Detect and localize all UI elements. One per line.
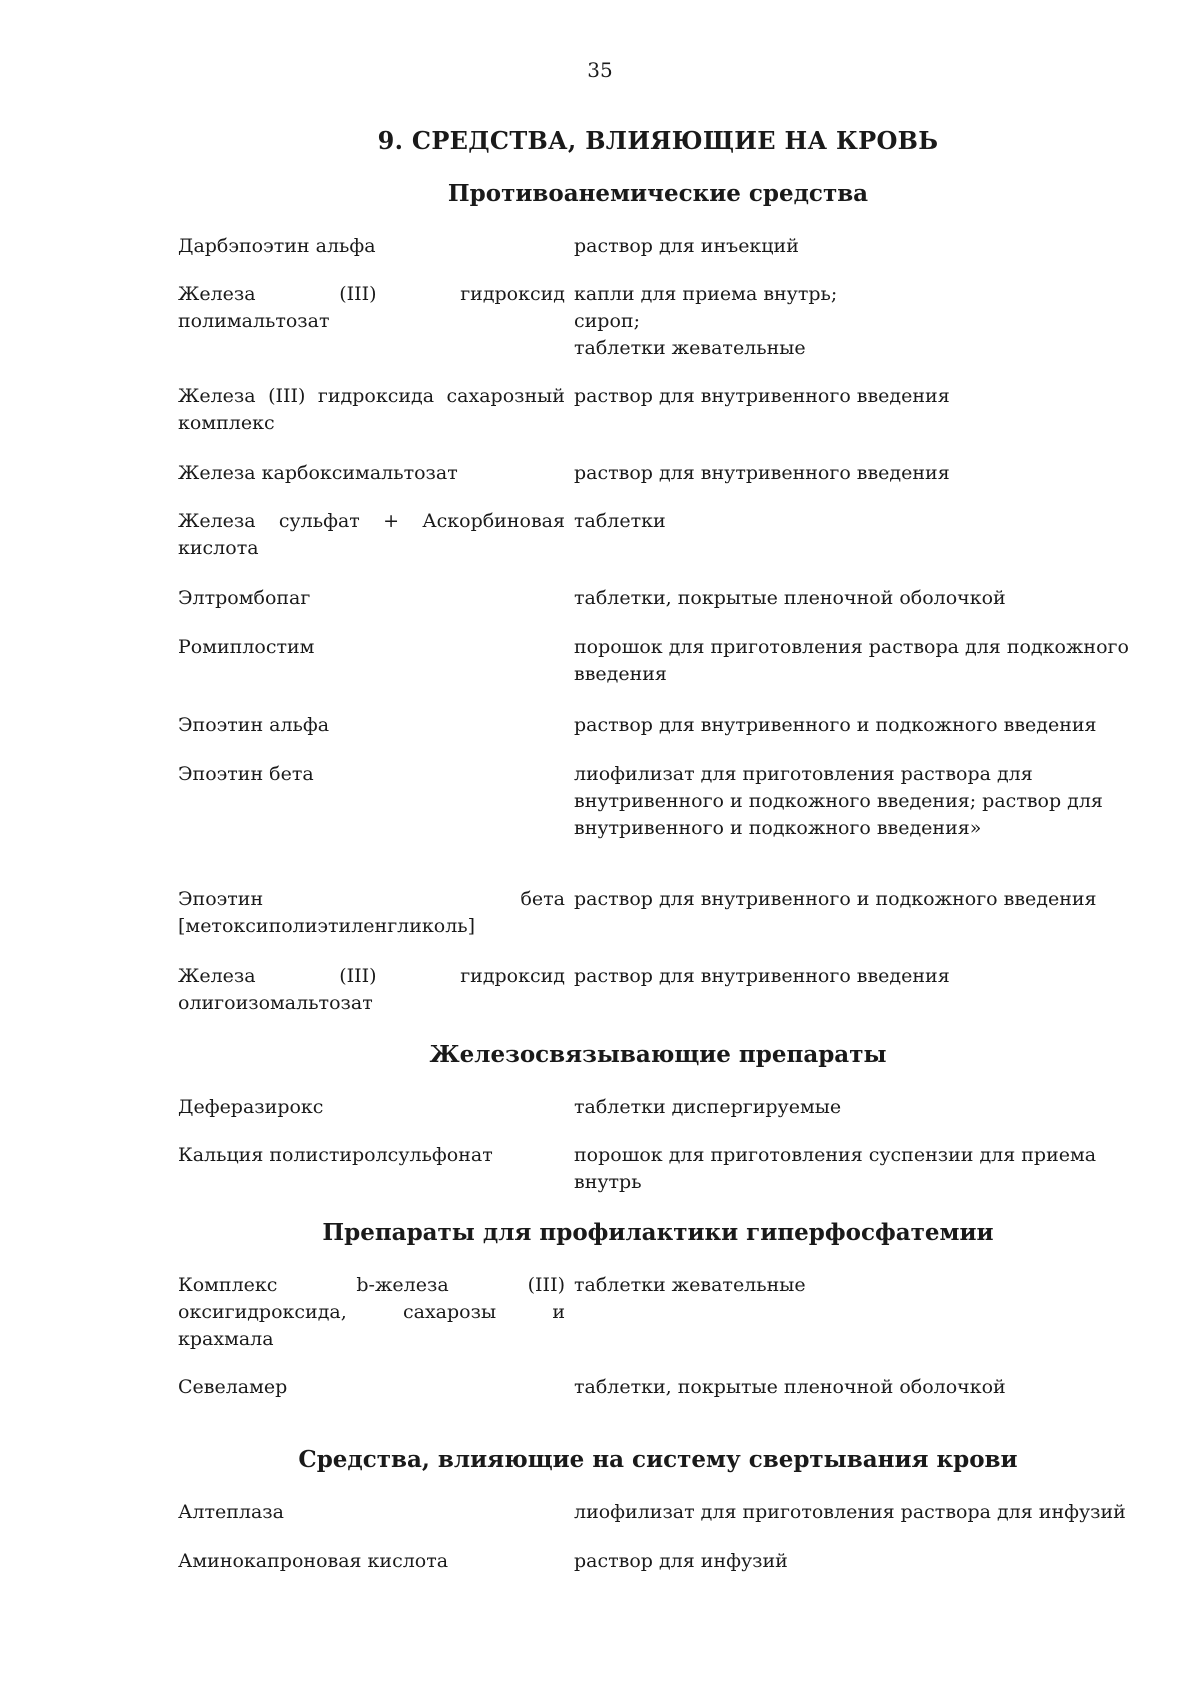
drug-name bbox=[178, 1272, 565, 1353]
name-word: сахарозный bbox=[446, 385, 565, 407]
section-heading: Средства, влияющие на систему свертывания крови bbox=[298, 1446, 1018, 1473]
name-word: и bbox=[552, 1301, 565, 1323]
form-line: внутривенного и подкожного введения» bbox=[574, 817, 982, 839]
form-line: раствор для инфузий bbox=[574, 1550, 788, 1572]
page-number: 35 bbox=[587, 58, 613, 82]
name-word: оксигидроксида, bbox=[178, 1301, 347, 1323]
drug-name: Дарбэпоэтин альфа bbox=[178, 235, 376, 257]
name-word: b-железа bbox=[356, 1274, 449, 1296]
drug-name: Железа карбоксимальтозат bbox=[178, 462, 458, 484]
drug-form bbox=[574, 886, 1144, 913]
form-line: раствор для внутривенного введения bbox=[574, 965, 950, 987]
drug-form bbox=[574, 1548, 1144, 1575]
form-line: раствор для внутривенного и подкожного введения bbox=[574, 888, 1097, 910]
name-word: гидроксида bbox=[317, 385, 435, 407]
name-word: (III) bbox=[268, 385, 306, 407]
section-heading: Железосвязывающие препараты bbox=[429, 1041, 887, 1068]
form-line: порошок для приготовления раствора для подкожного bbox=[574, 636, 1129, 658]
name-word: Эпоэтин bbox=[178, 888, 264, 910]
name-word: гидроксид bbox=[460, 283, 565, 305]
drug-form bbox=[574, 585, 1144, 612]
drug-name: Эпоэтин бета bbox=[178, 763, 314, 785]
section-heading: Препараты для профилактики гиперфосфатемии bbox=[322, 1219, 994, 1246]
name-continuation: комплекс bbox=[178, 412, 275, 434]
drug-form bbox=[574, 233, 1144, 260]
drug-name: Элтромбопаг bbox=[178, 587, 311, 609]
form-line: внутрь bbox=[574, 1171, 642, 1193]
name-word: Комплекс bbox=[178, 1274, 278, 1296]
drug-form bbox=[574, 1374, 1144, 1401]
name-word: Аскорбиновая bbox=[422, 510, 565, 532]
form-line: таблетки bbox=[574, 510, 666, 532]
name-continuation: полимальтозат bbox=[178, 310, 330, 332]
name-word: Железа bbox=[178, 385, 256, 407]
drug-name: Севеламер bbox=[178, 1376, 288, 1398]
name-continuation: олигоизомальтозат bbox=[178, 992, 373, 1014]
drug-form bbox=[574, 1272, 1144, 1299]
name-word: гидроксид bbox=[460, 965, 565, 987]
form-line: таблетки, покрытые пленочной оболочкой bbox=[574, 587, 1006, 609]
form-line: раствор для внутривенного введения bbox=[574, 462, 950, 484]
drug-name bbox=[178, 508, 565, 562]
form-line: таблетки, покрытые пленочной оболочкой bbox=[574, 1376, 1006, 1398]
drug-name bbox=[178, 383, 565, 437]
drug-form bbox=[574, 1094, 1144, 1121]
form-line: таблетки жевательные bbox=[574, 337, 806, 359]
name-word: Железа bbox=[178, 965, 256, 987]
drug-name bbox=[178, 886, 565, 940]
drug-name: Деферазирокс bbox=[178, 1096, 324, 1118]
form-line: таблетки диспергируемые bbox=[574, 1096, 842, 1118]
form-line: порошок для приготовления суспензии для приема bbox=[574, 1144, 1097, 1166]
form-line: сироп; bbox=[574, 310, 640, 332]
drug-form bbox=[574, 1499, 1144, 1526]
form-line: капли для приема внутрь; bbox=[574, 283, 838, 305]
drug-form bbox=[574, 1142, 1144, 1196]
drug-form bbox=[574, 383, 1144, 410]
chapter-title: 9. СРЕДСТВА, ВЛИЯЮЩИЕ НА КРОВЬ bbox=[377, 126, 939, 155]
drug-name bbox=[178, 281, 565, 335]
drug-name bbox=[178, 963, 565, 1017]
form-line: лиофилизат для приготовления раствора для инфузий bbox=[574, 1501, 1126, 1523]
drug-form bbox=[574, 761, 1144, 842]
form-line: раствор для внутривенного и подкожного введения bbox=[574, 714, 1097, 736]
name-continuation: кислота bbox=[178, 537, 259, 559]
form-line: лиофилизат для приготовления раствора для bbox=[574, 763, 1033, 785]
form-line: введения bbox=[574, 663, 667, 685]
drug-form bbox=[574, 460, 1144, 487]
drug-form bbox=[574, 281, 1144, 362]
drug-name: Алтеплаза bbox=[178, 1501, 284, 1523]
name-continuation: [метоксиполиэтиленгликоль] bbox=[178, 915, 476, 937]
drug-name: Эпоэтин альфа bbox=[178, 714, 330, 736]
form-line: внутривенного и подкожного введения; раствор для bbox=[574, 790, 1103, 812]
name-word: сахарозы bbox=[403, 1301, 497, 1323]
drug-name: Кальция полистиролсульфонат bbox=[178, 1144, 493, 1166]
name-word: Железа bbox=[178, 283, 256, 305]
form-line: раствор для внутривенного введения bbox=[574, 385, 950, 407]
drug-form bbox=[574, 963, 1144, 990]
name-word: бета bbox=[520, 888, 565, 910]
name-word: + bbox=[383, 510, 399, 532]
drug-form bbox=[574, 712, 1144, 739]
form-line: таблетки жевательные bbox=[574, 1274, 806, 1296]
name-continuation: крахмала bbox=[178, 1328, 274, 1350]
drug-name: Аминокапроновая кислота bbox=[178, 1550, 449, 1572]
drug-name: Ромиплостим bbox=[178, 636, 315, 658]
form-line: раствор для инъекций bbox=[574, 235, 799, 257]
name-word: сульфат bbox=[278, 510, 360, 532]
section-heading: Противоанемические средства bbox=[447, 180, 869, 207]
drug-form bbox=[574, 634, 1144, 688]
drug-form bbox=[574, 508, 1144, 535]
name-word: (III) bbox=[339, 965, 377, 987]
name-word: (III) bbox=[527, 1274, 565, 1296]
name-word: Железа bbox=[178, 510, 256, 532]
name-word: (III) bbox=[339, 283, 377, 305]
